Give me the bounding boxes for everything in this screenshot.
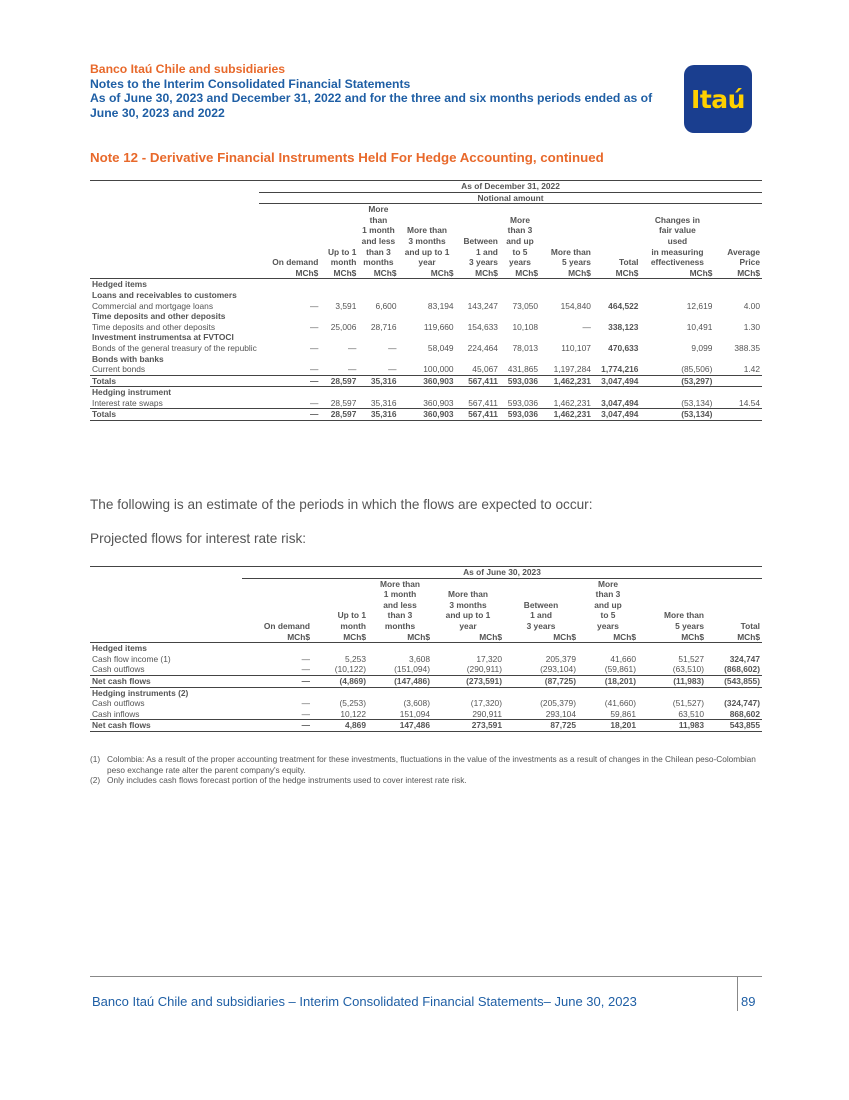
col-header: More than 3 and up to 5 years (506, 214, 534, 268)
cell-value: 567,411 (468, 375, 498, 386)
unit-label: MCh$ (430, 267, 454, 278)
cell-value: 3,047,494 (601, 375, 639, 386)
cell-value: — (309, 364, 319, 375)
row-label: Cash outflows (92, 664, 145, 675)
cell-value: — (301, 653, 310, 664)
cell-value: 470,633 (608, 342, 639, 353)
footnotes (90, 754, 765, 786)
cell-value: (18,201) (604, 675, 636, 686)
cell-value: — (309, 321, 319, 332)
cell-value: — (309, 375, 319, 386)
col-header: More than 1 month and less than 3 months (361, 204, 396, 268)
unit-label: MCh$ (343, 631, 366, 642)
cell-value: 17,320 (476, 653, 502, 664)
unit-label: MCh$ (737, 267, 760, 278)
cell-value: 35,316 (370, 409, 397, 420)
cell-value: 5,253 (345, 653, 366, 664)
section-label: Hedging instruments (2) (92, 687, 189, 698)
cell-value: (41,660) (604, 698, 636, 709)
cell-value: (5,253) (339, 698, 366, 709)
cell-value: 324,747 (729, 653, 760, 664)
cell-value: 78,013 (512, 342, 539, 353)
col-header: Up to 1 month (327, 246, 357, 268)
col-header: More than 3 and up to 5 years (594, 578, 622, 631)
cell-value: 567,411 (468, 409, 498, 420)
unit-label: MCh$ (568, 267, 591, 278)
section-label: Hedged items (92, 279, 147, 290)
row-label: Totals (92, 375, 117, 386)
cell-value: — (347, 364, 357, 375)
cell-value: 338,123 (608, 321, 639, 332)
cell-value: (59,861) (604, 664, 636, 675)
col-header: Total (619, 257, 639, 268)
table-row (90, 664, 762, 675)
cell-value: 110,107 (561, 342, 591, 353)
cell-value: 35,316 (370, 375, 397, 386)
unit-label: MCh$ (689, 267, 713, 278)
cell-value: 28,597 (330, 375, 357, 386)
cell-value: 4.00 (743, 300, 760, 311)
group-label: Loans and receivables to customers (92, 289, 237, 300)
cell-value: 1,462,231 (553, 409, 591, 420)
cell-value: — (301, 675, 310, 686)
col-header: Between 1 and 3 years (523, 599, 559, 631)
group-label: Time deposits and other deposits (92, 311, 226, 322)
cell-value: 1.42 (743, 364, 760, 375)
row-label: Interest rate swaps (92, 397, 163, 408)
cell-value: 593,036 (507, 409, 539, 420)
cell-value: 83,194 (427, 300, 454, 311)
cell-value: (63,510) (672, 664, 704, 675)
header-period: As of June 30, 2023 and December 31, 2022 and for the three and six months periods ended as of June 30, 2023 and 2022 (90, 91, 653, 120)
cell-value: — (309, 300, 319, 311)
cell-value: (147,486) (394, 675, 430, 686)
cell-value: 28,597 (330, 409, 357, 420)
cell-value: — (301, 720, 310, 731)
cell-value: — (309, 397, 319, 408)
unit-label: MCh$ (373, 267, 397, 278)
table-row (90, 398, 762, 409)
cell-value: 147,486 (399, 720, 430, 731)
cell-value: — (301, 708, 310, 719)
cell-value: 1,197,284 (553, 364, 591, 375)
cell-value: 290,911 (472, 708, 502, 719)
col-header: Changes in fair value used in measuring effectiveness (650, 214, 704, 268)
cell-value: 464,522 (608, 300, 639, 311)
table-row (90, 364, 762, 375)
footer-divider (90, 976, 762, 977)
table-row (90, 322, 762, 333)
col-header: On demand (272, 257, 319, 268)
cell-value: 868,602 (729, 708, 760, 719)
unit-label: MCh$ (479, 631, 502, 642)
col-header: Between 1 and 3 years (463, 235, 498, 268)
cell-value: 543,855 (729, 720, 760, 731)
row-label: Commercial and mortgage loans (92, 300, 214, 311)
cell-value: 3,591 (335, 300, 357, 311)
cell-value: 360,903 (423, 397, 454, 408)
cell-value: (293,104) (540, 664, 576, 675)
table-period: As of December 31, 2022 (259, 181, 762, 193)
cell-value: 593,036 (507, 375, 539, 386)
row-label: Cash inflows (92, 708, 140, 719)
cell-value: 41,660 (610, 653, 636, 664)
cell-value: 10,491 (686, 321, 713, 332)
cell-value: 4,869 (345, 720, 366, 731)
cell-value: (273,591) (466, 675, 502, 686)
cell-value: 59,861 (610, 708, 636, 719)
footer-separator (737, 976, 738, 1011)
cell-value: 35,316 (370, 397, 397, 408)
document-header (90, 62, 670, 120)
unit-label: MCh$ (407, 631, 430, 642)
cell-value: — (388, 342, 397, 353)
cell-value: 154,840 (560, 300, 591, 311)
cell-value: (10,122) (334, 664, 366, 675)
cell-value: (3,608) (403, 698, 430, 709)
cell-value: 205,379 (545, 653, 576, 664)
cell-value: 154,633 (467, 321, 498, 332)
cell-value: 593,036 (507, 397, 539, 408)
cell-value: 1,462,231 (553, 397, 591, 408)
cell-value: (324,747) (724, 698, 760, 709)
cell-value: (543,855) (724, 675, 760, 686)
cell-value: 10,108 (512, 321, 539, 332)
cell-value: 87,725 (550, 720, 576, 731)
cell-value: 73,050 (512, 300, 539, 311)
cell-value: 224,464 (467, 342, 498, 353)
cell-value: (87,725) (544, 675, 576, 686)
group-label: Bonds with banks (92, 353, 164, 364)
cell-value: 360,903 (423, 375, 454, 386)
cell-value: 12,619 (686, 300, 713, 311)
cell-value: 28,597 (330, 397, 357, 408)
row-label: Bonds of the general treasury of the republic (92, 342, 257, 353)
cell-value: (17,320) (470, 698, 502, 709)
company-name: Banco Itaú Chile and subsidiaries (90, 62, 286, 76)
cell-value (714, 409, 762, 421)
cell-value: 1.30 (743, 321, 760, 332)
unit-label: MCh$ (475, 267, 498, 278)
cell-value: 1,774,216 (601, 364, 639, 375)
cell-value: — (309, 342, 319, 353)
unit-label: MCh$ (287, 631, 310, 642)
cell-value: 1,462,231 (553, 375, 591, 386)
col-header: More than 3 months and up to 1 year (404, 225, 450, 268)
unit-label: MCh$ (553, 631, 576, 642)
unit-label: MCh$ (515, 267, 539, 278)
flows-subtitle: Projected flows for interest rate risk: (90, 531, 307, 546)
cell-value: 18,201 (610, 720, 636, 731)
net-row (90, 675, 762, 687)
table-row (90, 343, 762, 354)
projected-flows-table (90, 566, 762, 732)
unit-label: MCh$ (615, 267, 639, 278)
unit-label: MCh$ (737, 631, 760, 642)
row-label: Time deposits and other deposits (92, 321, 216, 332)
row-label: Net cash flows (92, 675, 151, 686)
cell-value: — (309, 409, 319, 420)
totals-row (90, 409, 762, 421)
cell-value: 58,049 (427, 342, 454, 353)
col-header: More than 5 years (550, 246, 591, 268)
header-subtitle: Notes to the Interim Consolidated Financial Statements (90, 76, 411, 91)
hedge-notional-table (90, 180, 762, 421)
cell-value: 100,000 (423, 364, 454, 375)
row-label: Cash outflows (92, 698, 145, 709)
col-header: Up to 1 month (337, 610, 366, 631)
note-title: Note 12 - Derivative Financial Instruments Held For Hedge Accounting, continued (90, 150, 604, 165)
unit-label: MCh$ (681, 631, 704, 642)
cell-value: (11,983) (673, 675, 704, 686)
table-period: As of June 30, 2023 (242, 567, 762, 579)
cell-value (714, 375, 762, 387)
row-label: Net cash flows (92, 720, 151, 731)
cell-value: (51,527) (672, 698, 704, 709)
cell-value: 28,716 (370, 321, 397, 332)
cell-value: 14.54 (739, 397, 760, 408)
cell-value: 143,247 (467, 300, 498, 311)
cell-value: (53,297) (681, 375, 713, 386)
itau-logo (684, 65, 752, 133)
cell-value: — (388, 364, 397, 375)
cell-value: 51,527 (678, 653, 704, 664)
cell-value: (868,602) (724, 664, 760, 675)
table-row (90, 654, 762, 665)
cell-value: (4,869) (339, 675, 366, 686)
cell-value: 151,094 (399, 708, 430, 719)
footer-text: Banco Itaú Chile and subsidiaries – Interim Consolidated Financial Statements– June 30, 2023 (92, 994, 637, 1009)
col-header: On demand (263, 620, 310, 631)
cell-value: — (347, 342, 357, 353)
cell-value: 63,510 (678, 708, 704, 719)
cell-value: (53,134) (681, 397, 713, 408)
footnote: (1) Colombia: As a result of the proper accounting treatment for these investments, fluctuations in the value of the investments as a result of changes in the Chilean peso-Colombian peso exchange rate alter the parent company's equity. (90, 754, 756, 775)
section-label: Hedged items (92, 643, 147, 654)
cell-value: (53,134) (681, 409, 713, 420)
footnote: (2) Only includes cash flows forecast portion of the hedge instruments used to cover interest rate risk. (90, 775, 467, 786)
unit-label: MCh$ (613, 631, 636, 642)
cell-value: 273,591 (471, 720, 502, 731)
table-row (90, 301, 762, 312)
cell-value: — (301, 698, 310, 709)
cell-value: (151,094) (394, 664, 430, 675)
col-header: More than 1 month and less than 3 months (379, 578, 420, 631)
table-row (90, 709, 762, 720)
cell-value: (205,379) (540, 698, 576, 709)
page-number: 89 (741, 994, 756, 1009)
cell-value: 10,122 (340, 708, 366, 719)
cell-value: 293,104 (545, 708, 576, 719)
cell-value: 3,047,494 (601, 409, 639, 420)
group-label: Investment instrumentsa at FVTOCI (92, 332, 234, 343)
cell-value: 567,411 (468, 397, 498, 408)
cell-value: 388.35 (734, 342, 760, 353)
logo-text: Itaú (691, 84, 745, 114)
totals-row (90, 375, 762, 387)
cell-value: 11,983 (678, 720, 704, 731)
cell-value: 9,099 (691, 342, 713, 353)
row-label: Current bonds (92, 364, 146, 375)
unit-label: MCh$ (333, 267, 357, 278)
col-header: More than 3 months and up to 1 year (445, 589, 491, 631)
table-subheader: Notional amount (259, 192, 762, 204)
row-label: Cash flow income (1) (92, 653, 171, 664)
net-row (90, 720, 762, 732)
unit-label: MCh$ (295, 267, 319, 278)
cell-value: 3,608 (409, 653, 430, 664)
table-row (90, 698, 762, 709)
cell-value: 119,660 (423, 321, 454, 332)
cell-value: 25,006 (330, 321, 357, 332)
cell-value: — (301, 664, 310, 675)
cell-value: 6,600 (375, 300, 397, 311)
cell-value: (290,911) (466, 664, 502, 675)
cell-value: 431,865 (507, 364, 539, 375)
cell-value: 45,067 (472, 364, 498, 375)
row-label: Totals (92, 409, 117, 420)
cell-value: — (582, 321, 591, 332)
col-header: Total (740, 620, 760, 631)
cell-value: 3,047,494 (601, 397, 639, 408)
col-header: Average Price (727, 246, 760, 268)
cell-value: (85,506) (681, 364, 713, 375)
cell-value: 360,903 (423, 409, 454, 420)
col-header: More than 5 years (663, 610, 704, 631)
flows-intro: The following is an estimate of the periods in which the flows are expected to occur: (90, 497, 593, 512)
section-label: Hedging instrument (92, 387, 172, 398)
